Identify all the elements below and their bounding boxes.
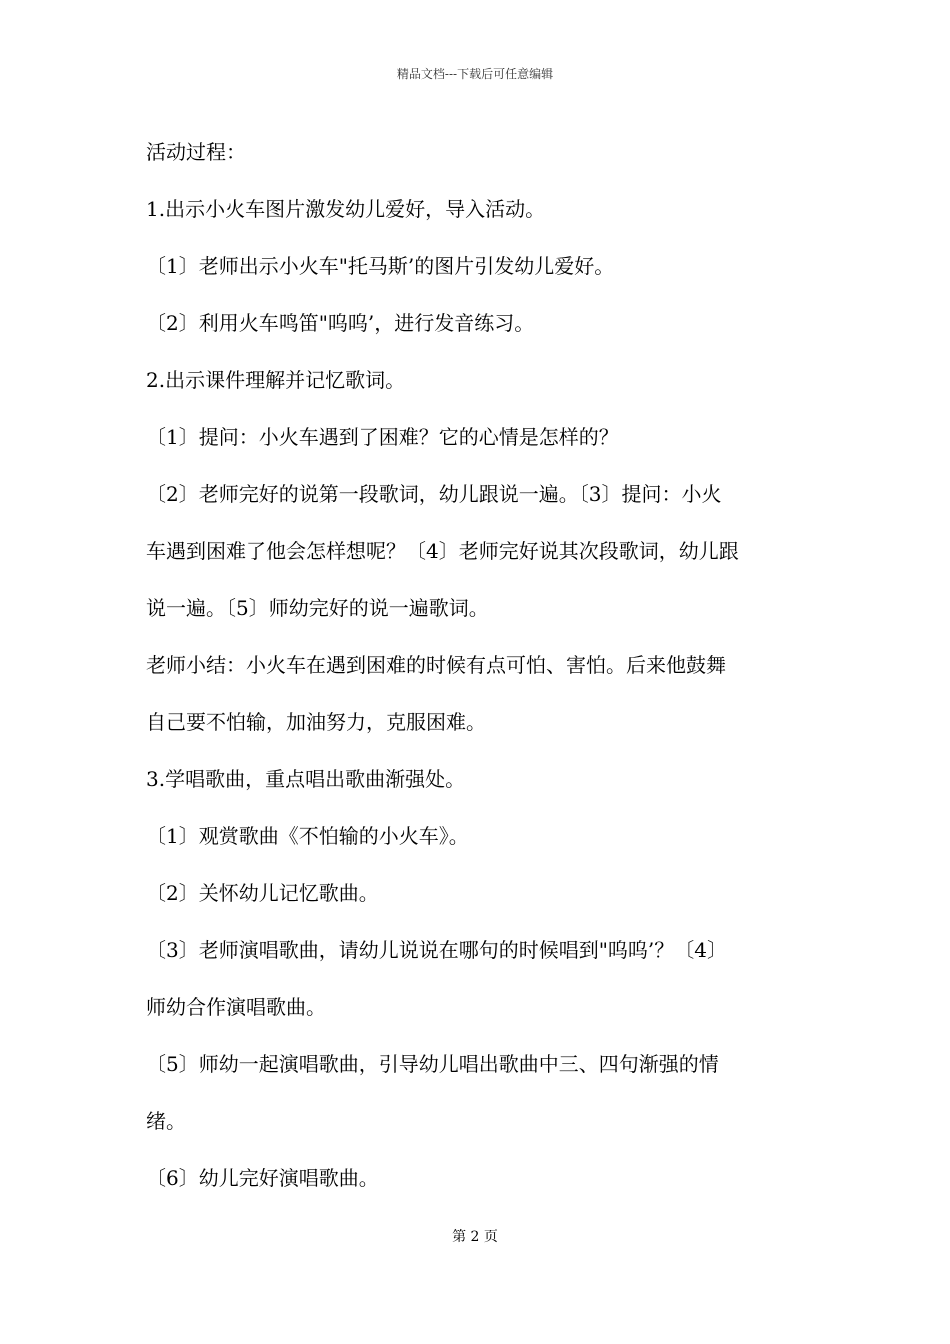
text-line: 说一遍。〔5〕师幼完好的说一遍歌词。 bbox=[146, 596, 489, 620]
text-line: 〔1〕提问：小火车遇到了困难？它的心情是怎样的？ bbox=[146, 425, 619, 449]
text-line: 〔3〕老师演唱歌曲，请幼儿说说在哪句的时候唱到"呜呜’？〔4〕 bbox=[146, 938, 728, 962]
text-line: 3.学唱歌曲，重点唱出歌曲渐强处。 bbox=[146, 767, 466, 791]
text-line: 自己要不怕输，加油努力，克服困难。 bbox=[146, 710, 486, 734]
text-line: 老师小结：小火车在遇到困难的时候有点可怕、害怕。后来他鼓舞 bbox=[146, 653, 726, 677]
text-line: 〔1〕观赏歌曲《不怕输的小火车》。 bbox=[146, 824, 469, 848]
text-line: 车遇到困难了他会怎样想呢？〔4〕老师完好说其次段歌词，幼儿跟 bbox=[146, 539, 739, 563]
text-line: 〔2〕利用火车鸣笛"呜呜’，进行发音练习。 bbox=[146, 311, 535, 335]
text-line: 〔2〕关怀幼儿记忆歌曲。 bbox=[146, 881, 379, 905]
text-line: 〔1〕老师出示小火车"托马斯’的图片引发幼儿爱好。 bbox=[146, 254, 615, 278]
text-line: 〔6〕幼儿完好演唱歌曲。 bbox=[146, 1166, 379, 1190]
text-line: 〔5〕师幼一起演唱歌曲，引导幼儿唱出歌曲中三、四句渐强的情 bbox=[146, 1052, 719, 1076]
text-line: 1.出示小火车图片激发幼儿爱好，导入活动。 bbox=[146, 197, 546, 221]
text-line: 绪。 bbox=[146, 1109, 186, 1133]
text-line: 2.出示课件理解并记忆歌词。 bbox=[146, 368, 406, 392]
text-line: 师幼合作演唱歌曲。 bbox=[146, 995, 326, 1019]
text-line: 活动过程： bbox=[146, 140, 246, 164]
text-line: 〔2〕老师完好的说第一段歌词，幼儿跟说一遍。〔3〕提问：小火 bbox=[146, 482, 722, 506]
page-number: 第 2 页 bbox=[452, 1229, 498, 1245]
page-header: 精品文档---下载后可任意编辑 bbox=[396, 67, 554, 81]
